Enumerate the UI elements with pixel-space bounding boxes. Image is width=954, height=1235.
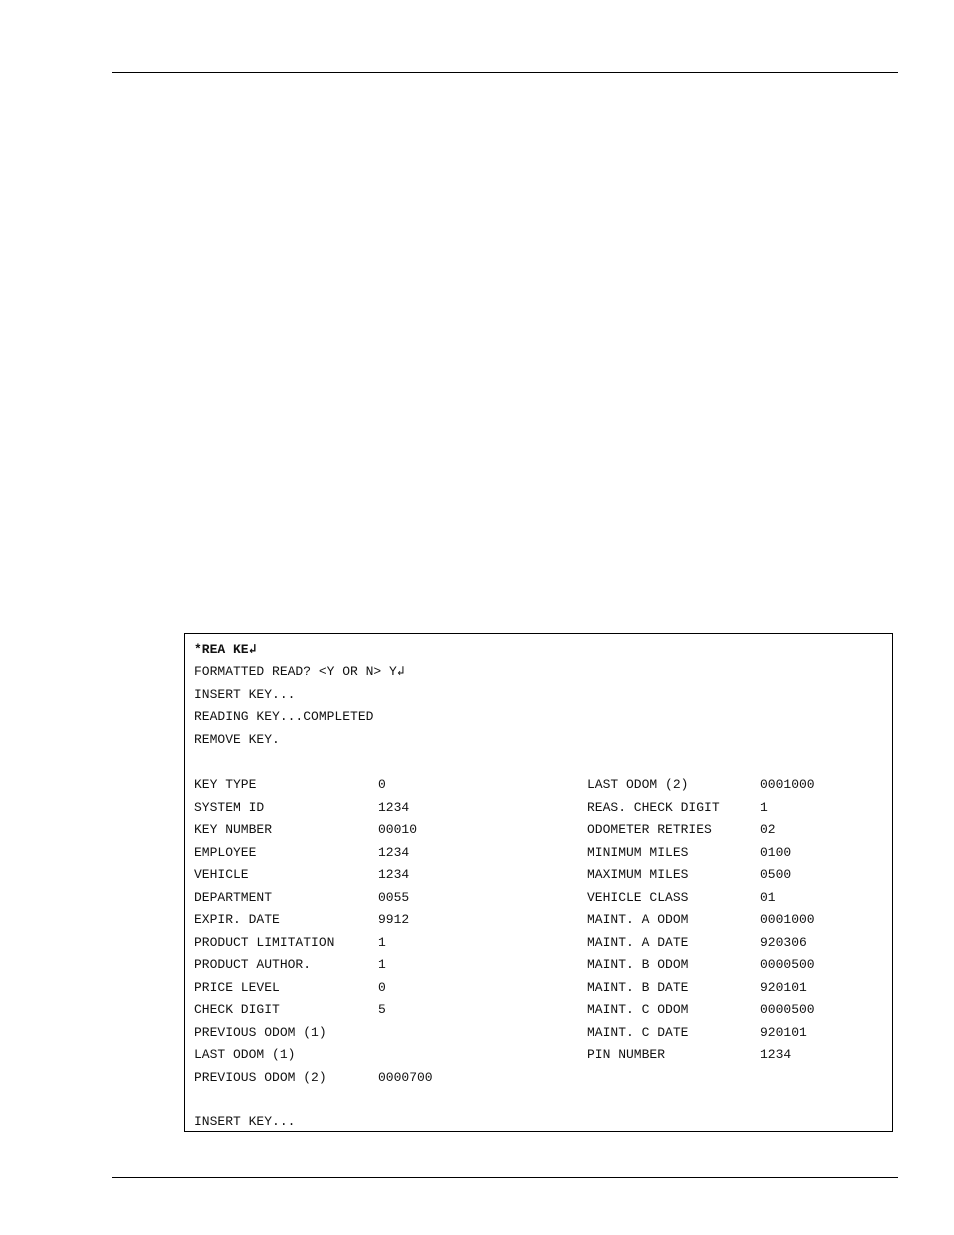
field-label: LAST ODOM (2) bbox=[587, 777, 689, 792]
field-value: 1234 bbox=[760, 1047, 792, 1062]
field-value: 0500 bbox=[760, 867, 792, 882]
field-label: KEY NUMBER bbox=[194, 822, 273, 837]
field-label: MAXIMUM MILES bbox=[587, 867, 689, 882]
field-value: 1234 bbox=[378, 800, 410, 815]
field-value: 0001000 bbox=[760, 912, 815, 927]
field-row bbox=[185, 867, 892, 883]
field-label: VEHICLE CLASS bbox=[587, 890, 689, 905]
field-value: 5 bbox=[378, 1002, 386, 1017]
field-label: PREVIOUS ODOM (2) bbox=[194, 1070, 327, 1085]
header-rule bbox=[112, 72, 898, 73]
field-row bbox=[185, 1025, 892, 1041]
field-value: 920101 bbox=[760, 1025, 807, 1040]
field-value: 0 bbox=[378, 980, 386, 995]
insert-key-message: INSERT KEY... bbox=[194, 687, 296, 702]
field-label: MAINT. B ODOM bbox=[587, 957, 689, 972]
command-line: *REA KE↲ bbox=[194, 642, 257, 657]
field-value: 00010 bbox=[378, 822, 418, 837]
field-row bbox=[185, 980, 892, 996]
field-label: PRODUCT LIMITATION bbox=[194, 935, 335, 950]
field-row bbox=[185, 957, 892, 973]
field-value: 1234 bbox=[378, 867, 410, 882]
field-label: MAINT. B DATE bbox=[587, 980, 689, 995]
field-value: 1234 bbox=[378, 845, 410, 860]
field-row bbox=[185, 1002, 892, 1018]
field-row bbox=[185, 912, 892, 928]
field-value: 0100 bbox=[760, 845, 792, 860]
field-value: 9912 bbox=[378, 912, 410, 927]
field-label: MAINT. C ODOM bbox=[587, 1002, 689, 1017]
field-row bbox=[185, 800, 892, 816]
field-label: DEPARTMENT bbox=[194, 890, 273, 905]
field-value: 920306 bbox=[760, 935, 807, 950]
field-value: 0 bbox=[378, 777, 386, 792]
field-value: 0000500 bbox=[760, 1002, 815, 1017]
field-value: 01 bbox=[760, 890, 776, 905]
field-value: 0001000 bbox=[760, 777, 815, 792]
field-row bbox=[185, 935, 892, 951]
insert-key-footer: INSERT KEY... bbox=[194, 1114, 296, 1129]
reading-key-message: READING KEY...COMPLETED bbox=[194, 709, 374, 724]
field-row bbox=[185, 822, 892, 838]
footer-rule bbox=[112, 1177, 898, 1178]
field-label: MAINT. C DATE bbox=[587, 1025, 689, 1040]
field-label: PRICE LEVEL bbox=[194, 980, 280, 995]
field-label: EXPIR. DATE bbox=[194, 912, 280, 927]
field-label: REAS. CHECK DIGIT bbox=[587, 800, 720, 815]
terminal-output-box bbox=[184, 633, 893, 1132]
field-label: SYSTEM ID bbox=[194, 800, 265, 815]
field-label: VEHICLE bbox=[194, 867, 249, 882]
field-value: 0000700 bbox=[378, 1070, 433, 1085]
field-label: PIN NUMBER bbox=[587, 1047, 666, 1062]
field-row bbox=[185, 1047, 892, 1063]
field-label: MAINT. A ODOM bbox=[587, 912, 689, 927]
field-label: CHECK DIGIT bbox=[194, 1002, 280, 1017]
field-label: ODOMETER RETRIES bbox=[587, 822, 712, 837]
field-label: LAST ODOM (1) bbox=[194, 1047, 296, 1062]
field-value: 0055 bbox=[378, 890, 410, 905]
field-row bbox=[185, 890, 892, 906]
field-value: 920101 bbox=[760, 980, 807, 995]
field-label: PREVIOUS ODOM (1) bbox=[194, 1025, 327, 1040]
field-value: 1 bbox=[378, 957, 386, 972]
field-value: 1 bbox=[378, 935, 386, 950]
remove-key-message: REMOVE KEY. bbox=[194, 732, 280, 747]
field-label: PRODUCT AUTHOR. bbox=[194, 957, 312, 972]
field-label: MINIMUM MILES bbox=[587, 845, 689, 860]
field-row bbox=[185, 777, 892, 793]
field-label: MAINT. A DATE bbox=[587, 935, 689, 950]
field-label: EMPLOYEE bbox=[194, 845, 257, 860]
field-value: 0000500 bbox=[760, 957, 815, 972]
formatted-read-prompt: FORMATTED READ? <Y OR N> Y↲ bbox=[194, 664, 405, 679]
field-value: 1 bbox=[760, 800, 768, 815]
field-row bbox=[185, 845, 892, 861]
field-value: 02 bbox=[760, 822, 776, 837]
field-row bbox=[185, 1070, 892, 1086]
field-label: KEY TYPE bbox=[194, 777, 257, 792]
